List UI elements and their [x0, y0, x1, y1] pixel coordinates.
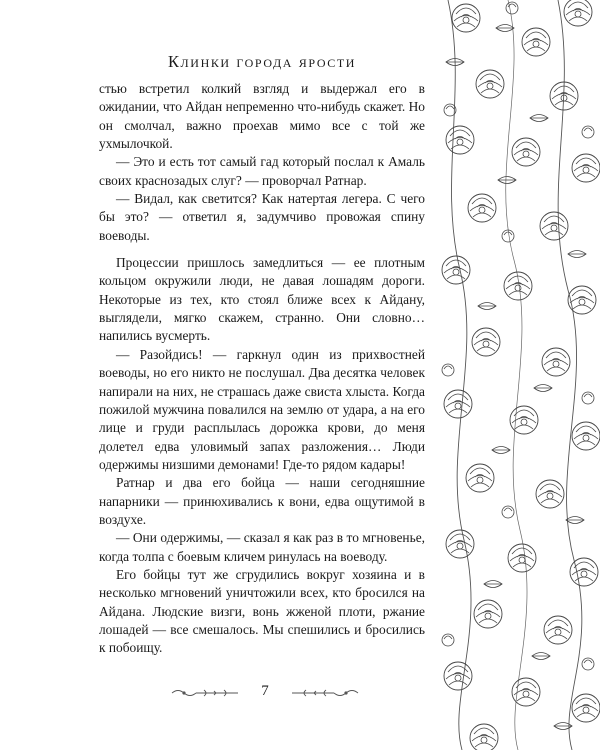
paragraph: — Они одержимы, — сказал я как раз в то мгновенье, когда толпа с боевым кличем ринулась на воеводу.	[99, 530, 425, 564]
body-text	[99, 80, 425, 658]
paragraph: Его бойцы тут же сгрудились вокруг хозяина и в несколько мгновений уничтожили всех, кто бросился на Айдана. Людские визги, вонь жженой плоти, ржание лошадей — все смешалось. Мы спешились и бросились к побоищу.	[99, 566, 425, 656]
paragraph: — Видал, как светится? Как натертая легера. С чего бы это? — ответил я, задумчиво провожая спину воеводы.	[99, 191, 425, 243]
paragraph: — Разойдись! — гаркнул один из прихвостней воеводы, но его никто не послушал. Два десятка человек напирали на них, не страшась даже свиста хлыста. Когда пожилой мужчина повалился на землю от удара, а на его лице и груди расплылась дорожка крови, до меня долетел едва уловимый запах разложения… Люди одержимы низшими демонами! Где-то рядом кадары!	[99, 346, 425, 472]
paragraph: — Это и есть тот самый гад который послал к Амаль своих краснозадых слуг? — проворчал Ратнар.	[99, 154, 425, 188]
page-number: 7	[261, 683, 269, 699]
paragraph: стью встретил колкий взгляд и выдержал его в ожидании, что Айдан непременно что-нибудь скажет. Но он смолчал, важно проехав мимо все с той же ухмылочкой.	[99, 81, 425, 152]
floral-border	[438, 0, 600, 750]
paragraph: Процессии пришлось замедлиться — ее плотным кольцом окружили люди, не давая лошадям дороги. Некоторые из тех, кто стоял ближе всех к Айдану, выглядели, мягко скажем, странно. Они словно… напились вусмерть.	[99, 255, 425, 344]
running-header: Клинки города ярости	[167, 52, 357, 71]
page-footer	[170, 683, 360, 703]
paragraph: Ратнар и два его бойца — наши сегодняшние напарники — принюхивались к вони, едва ощутимой в воздухе.	[99, 475, 425, 527]
right-ornament-icon	[290, 687, 360, 699]
